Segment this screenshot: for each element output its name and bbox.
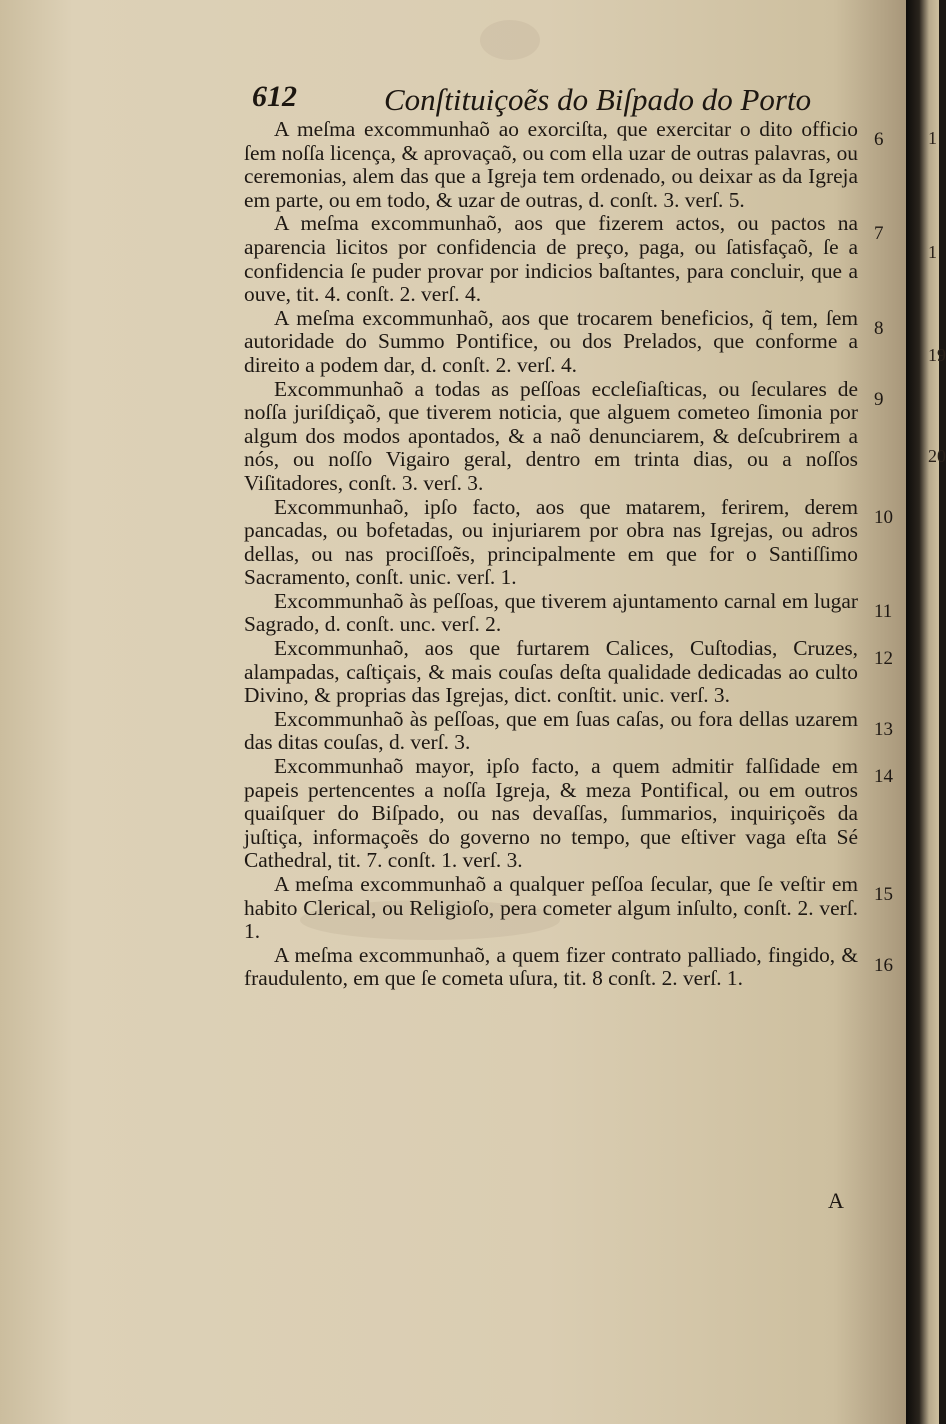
paper-stain [480, 20, 540, 60]
paragraph-text: Excommunhaõ a todas as peſſoas eccleſiaſticas, ou ſeculares de noſſa juriſdiçaõ, que tiverem noticia, que alguem cometeo ſimonia por algum dos modos apontados, & a naõ denunciarem, & deſcubrirem a nós, ou noſſo Vigairo geral, dentro em trinta dias, ou a noſſos Viſitadores, conſt. 3. verſ. 3. [244, 376, 858, 495]
marginal-number: 13 [874, 718, 893, 740]
paragraph [244, 376, 884, 496]
body-text [244, 117, 893, 991]
marginal-number: 14 [874, 766, 893, 788]
paragraph-text: A meſma excommunhaõ, aos que fizerem actos, ou pactos na aparencia licitos por confidencia de preço, paga, ou ſatisfaçaõ, ſe a confidencia ſe puder provar por indicios baſtantes, para concluir, que a ouve, tit. 4. conſt. 2. verſ. 4. [244, 211, 858, 307]
paragraph-text: Excommunhaõ mayor, ipſo facto, a quem admitir falſidade em papeis pertencentes a noſſa Igreja, & meza Pontifical, ou em outros quaiſquer do Biſpado, ou nas devaſſas, ſummarios, inquiriçoẽs da juſtiça, informaçoẽs do governo no tempo, que eſtiver vaga eſta Sé Cathedral, tit. 7. conſt. 1. verſ. 3. [244, 754, 858, 873]
paragraph [244, 117, 884, 212]
paragraph-text: A meſma excommunhaõ ao exorciſta, que exercitar o dito officio ſem noſſa licença, & aprovaçaõ, ou com ella uzar de outras palavras, ou ceremonias, alem das que a Igreja tem ordenado, ou deixar as da Igreja em parte, ou em todo, & uzar de outras, d. conſt. 3. verſ. 5. [244, 117, 858, 212]
adjacent-page-fragment: 1 [928, 242, 937, 262]
paragraph [244, 211, 884, 307]
paragraph-text: Excommunhaõ, aos que furtarem Calices, Cuſtodias, Cruzes, alampadas, caſtiçais, & mais couſas deſta qualidade dedicadas ao culto Divino, & proprias das Igrejas, dict. conſtit. unic. verſ. 3. [244, 636, 858, 708]
marginal-number: 16 [874, 954, 893, 976]
catchword: A [828, 1188, 844, 1213]
paragraph [244, 706, 893, 755]
paragraph [244, 636, 893, 708]
paragraph [244, 305, 884, 378]
paragraph [244, 872, 893, 944]
marginal-number: 7 [874, 223, 884, 245]
paragraph-text: A meſma excommunhaõ a qualquer peſſoa ſecular, que ſe veſtir em habito Clerical, ou Religioſo, pera cometer algum inſulto, conſt. 2. verſ. 1. [244, 872, 858, 944]
marginal-number: 8 [874, 317, 884, 339]
adjacent-page-fragment: 1 [928, 128, 937, 148]
paragraph [244, 942, 893, 991]
marginal-number: 15 [874, 884, 893, 905]
paragraph [244, 754, 893, 873]
marginal-number: 10 [874, 506, 893, 528]
adjacent-page-edge [906, 0, 946, 1424]
marginal-number: 9 [874, 388, 884, 410]
marginal-number: 11 [874, 600, 893, 622]
paragraph-text: A meſma excommunhaõ, a quem fizer contrato palliado, fingido, & fraudulento, em que ſe cometa uſura, tit. 8 conſt. 2. verſ. 1. [244, 942, 858, 991]
marginal-number: 12 [874, 648, 893, 670]
adjacent-page-fragment: 19 [928, 345, 946, 365]
paragraph [244, 494, 893, 590]
page-number: 612 [252, 80, 297, 113]
marginal-number: 6 [874, 129, 884, 150]
paragraph-text: A meſma excommunhaõ, aos que trocarem beneficios, q̃ tem, ſem autoridade do Summo Pontifice, ou dos Prelados, que conforme a direito a podem dar, d. conſt. 2. verſ. 4. [244, 305, 858, 377]
paragraph-text: Excommunhaõ às peſſoas, que em ſuas caſas, ou fora dellas uzarem das ditas couſas, d. verſ. 3. [244, 706, 858, 755]
page-title: Conſtituiçoẽs do Biſpado do Porto [384, 82, 812, 117]
adjacent-page-fragment: 20 [928, 446, 946, 466]
paragraph-text: Excommunhaõ às peſſoas, que tiverem ajuntamento carnal em lugar Sagrado, d. conſt. unc. verſ. 2. [244, 588, 858, 637]
paragraph [244, 588, 893, 637]
paragraph-text: Excommunhaõ, ipſo facto, aos que matarem, ferirem, derem pancadas, ou bofetadas, ou injuriarem por obra nas Igrejas, ou adros dellas, ou nas prociſſoẽs, principalmente em que for o Santiſſimo Sacramento, conſt. unic. verſ. 1. [244, 494, 858, 590]
